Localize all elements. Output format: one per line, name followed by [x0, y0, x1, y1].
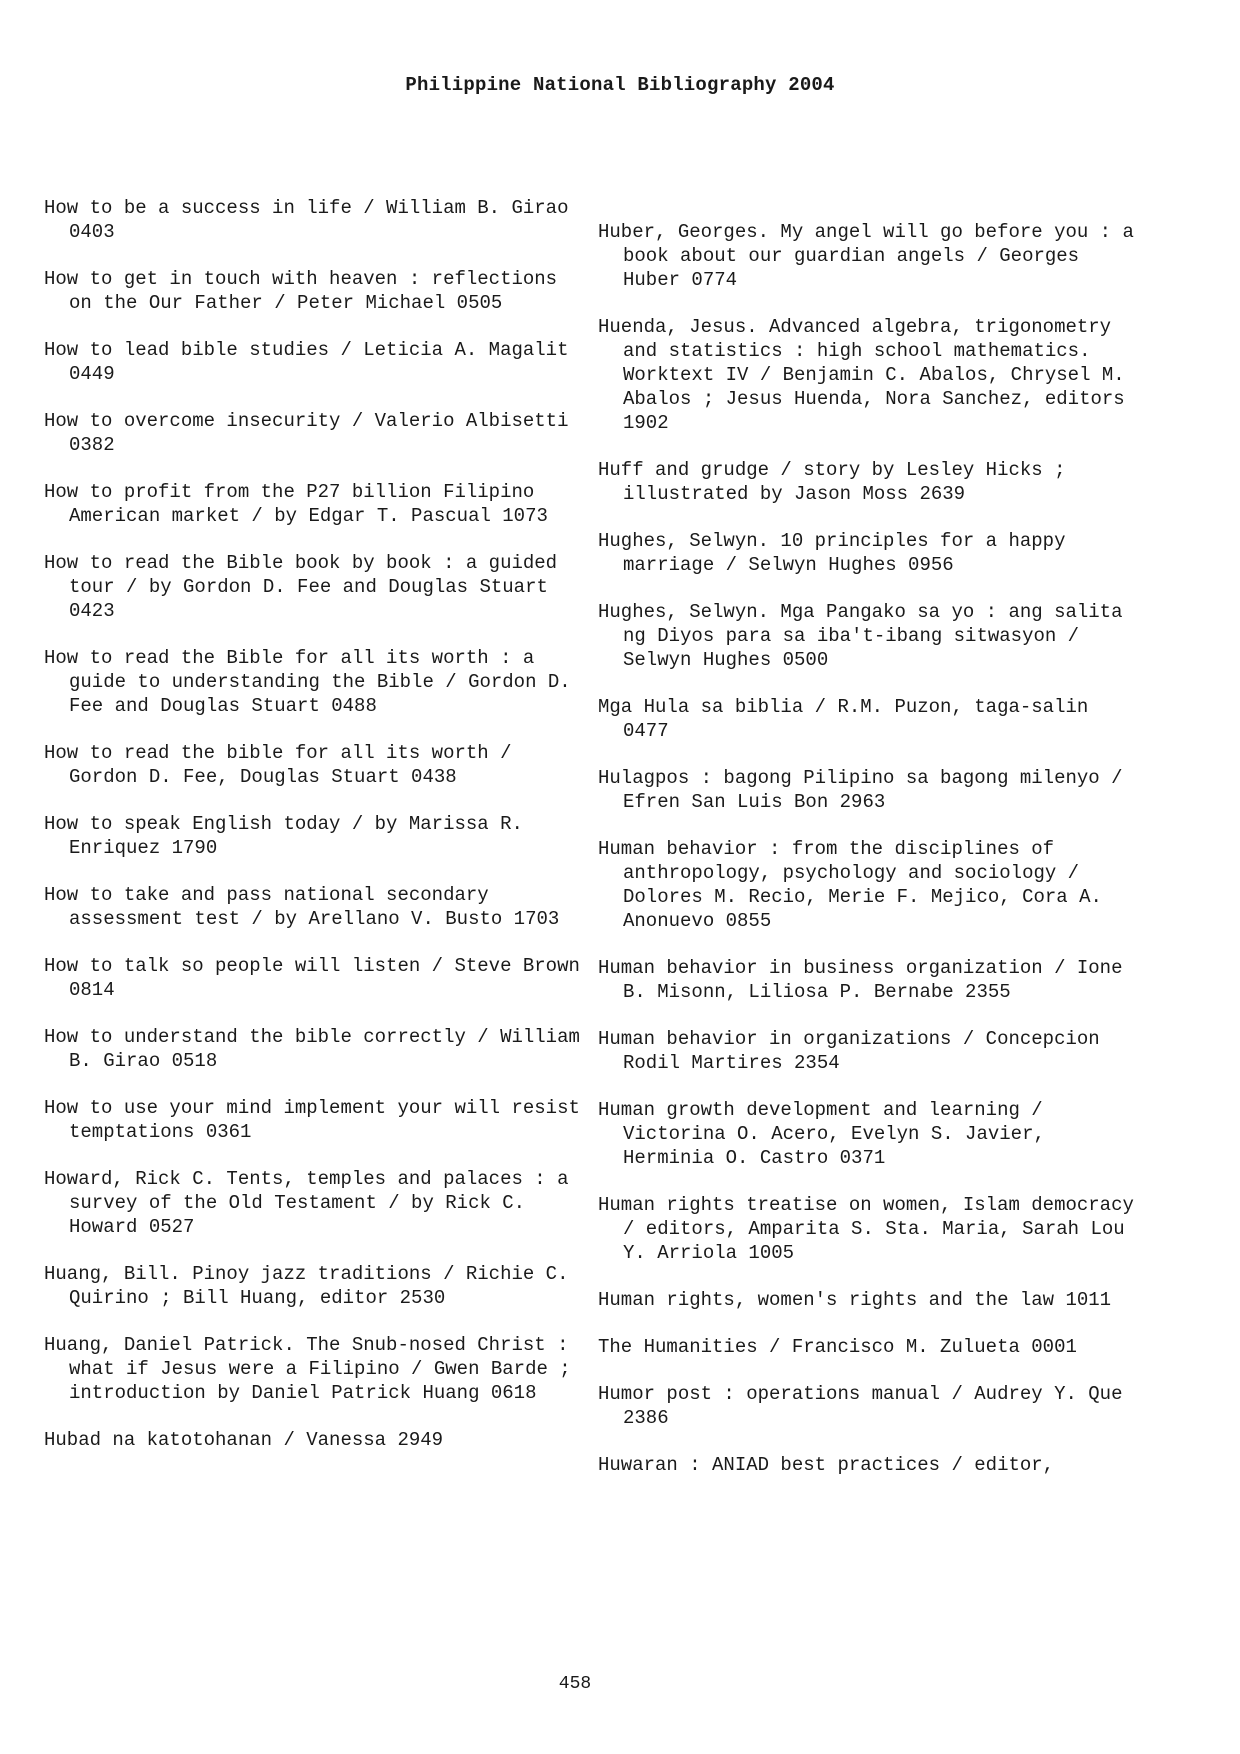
bibliography-entry: How to overcome insecurity / Valerio Albisetti 0382 [44, 410, 580, 456]
bibliography-entry: How to read the Bible for all its worth : a guide to understanding the Bible / Gordon D. Fee and Douglas Stuart 0488 [44, 647, 583, 717]
bibliography-entry: Huang, Bill. Pinoy jazz traditions / Richie C. Quirino ; Bill Huang, editor 2530 [44, 1263, 580, 1309]
bibliography-entry: Huwaran : ANIAD best practices / editor, [598, 1454, 1055, 1476]
right-column [598, 220, 1148, 1500]
bibliography-entry: Huang, Daniel Patrick. The Snub-nosed Christ : what if Jesus were a Filipino / Gwen Barde ; introduction by Daniel Patrick Huang 0618 [44, 1334, 583, 1404]
bibliography-entry: How to understand the bible correctly / William B. Girao 0518 [44, 1026, 592, 1072]
bibliography-entry: How to use your mind implement your will resist temptations 0361 [44, 1097, 592, 1143]
bibliography-entry: Hulagpos : bagong Pilipino sa bagong milenyo / Efren San Luis Bon 2963 [598, 767, 1134, 813]
bibliography-entry: How to lead bible studies / Leticia A. Magalit 0449 [44, 339, 580, 385]
bibliography-entry: How to profit from the P27 billion Filipino American market / by Edgar T. Pascual 1073 [44, 481, 548, 527]
bibliography-entry: How to get in touch with heaven : reflections on the Our Father / Peter Michael 0505 [44, 268, 569, 314]
bibliography-entry: How to take and pass national secondary assessment test / by Arellano V. Busto 1703 [44, 884, 560, 930]
bibliography-entry: Howard, Rick C. Tents, temples and palaces : a survey of the Old Testament / by Rick C. Howard 0527 [44, 1168, 580, 1238]
page-number: 458 [558, 1674, 592, 1694]
bibliography-entry: Human rights treatise on women, Islam democracy / editors, Amparita S. Sta. Maria, Sarah Lou Y. Arriola 1005 [598, 1194, 1148, 1264]
bibliography-entry: Huenda, Jesus. Advanced algebra, trigonometry and statistics : high school mathematics. Worktext IV / Benjamin C. Abalos, Chrysel M. Abalos ; Jesus Huenda, Nora Sanchez, editors 1902 [598, 316, 1137, 434]
bibliography-entry: Hubad na katotohanan / Vanessa 2949 [44, 1429, 444, 1451]
bibliography-entry: Hughes, Selwyn. Mga Pangako sa yo : ang salita ng Diyos para sa iba't-ibang sitwasyon / Selwyn Hughes 0500 [598, 601, 1134, 671]
bibliography-entry: How to be a success in life / William B. Girao 0403 [44, 197, 580, 243]
bibliography-entry: Human growth development and learning / Victorina O. Acero, Evelyn S. Javier, Herminia O. Castro 0371 [598, 1099, 1057, 1169]
bibliography-entry: Human behavior : from the disciplines of anthropology, psychology and sociology / Dolores M. Recio, Merie F. Mejico, Cora A. Anonuevo 0855 [598, 838, 1114, 932]
bibliography-entry: How to talk so people will listen / Steve Brown 0814 [44, 955, 592, 1001]
bibliography-entry: Human behavior in organizations / Concepcion Rodil Martires 2354 [598, 1028, 1112, 1074]
bibliography-entry: Huber, Georges. My angel will go before you : a book about our guardian angels / Georges Huber 0774 [598, 221, 1146, 291]
bibliography-entry: Huff and grudge / story by Lesley Hicks ; illustrated by Jason Moss 2639 [598, 459, 1077, 505]
bibliography-entry: How to read the bible for all its worth / Gordon D. Fee, Douglas Stuart 0438 [44, 742, 523, 788]
bibliography-entry: Mga Hula sa biblia / R.M. Puzon, taga-salin 0477 [598, 696, 1100, 742]
page-title: Philippine National Bibliography 2004 [405, 74, 835, 96]
bibliography-entry: Human rights, women's rights and the law 1011 [598, 1289, 1112, 1311]
bibliography-entry: How to speak English today / by Marissa R. Enriquez 1790 [44, 813, 535, 859]
left-column [44, 196, 592, 1475]
bibliography-entry: How to read the Bible book by book : a guided tour / by Gordon D. Fee and Douglas Stuart 0423 [44, 552, 569, 622]
bibliography-entry: Humor post : operations manual / Audrey Y. Que 2386 [598, 1383, 1134, 1429]
bibliography-entry: Hughes, Selwyn. 10 principles for a happy marriage / Selwyn Hughes 0956 [598, 530, 1077, 576]
bibliography-entry: The Humanities / Francisco M. Zulueta 0001 [598, 1336, 1077, 1358]
bibliography-entry: Human behavior in business organization / Ione B. Misonn, Liliosa P. Bernabe 2355 [598, 957, 1134, 1003]
